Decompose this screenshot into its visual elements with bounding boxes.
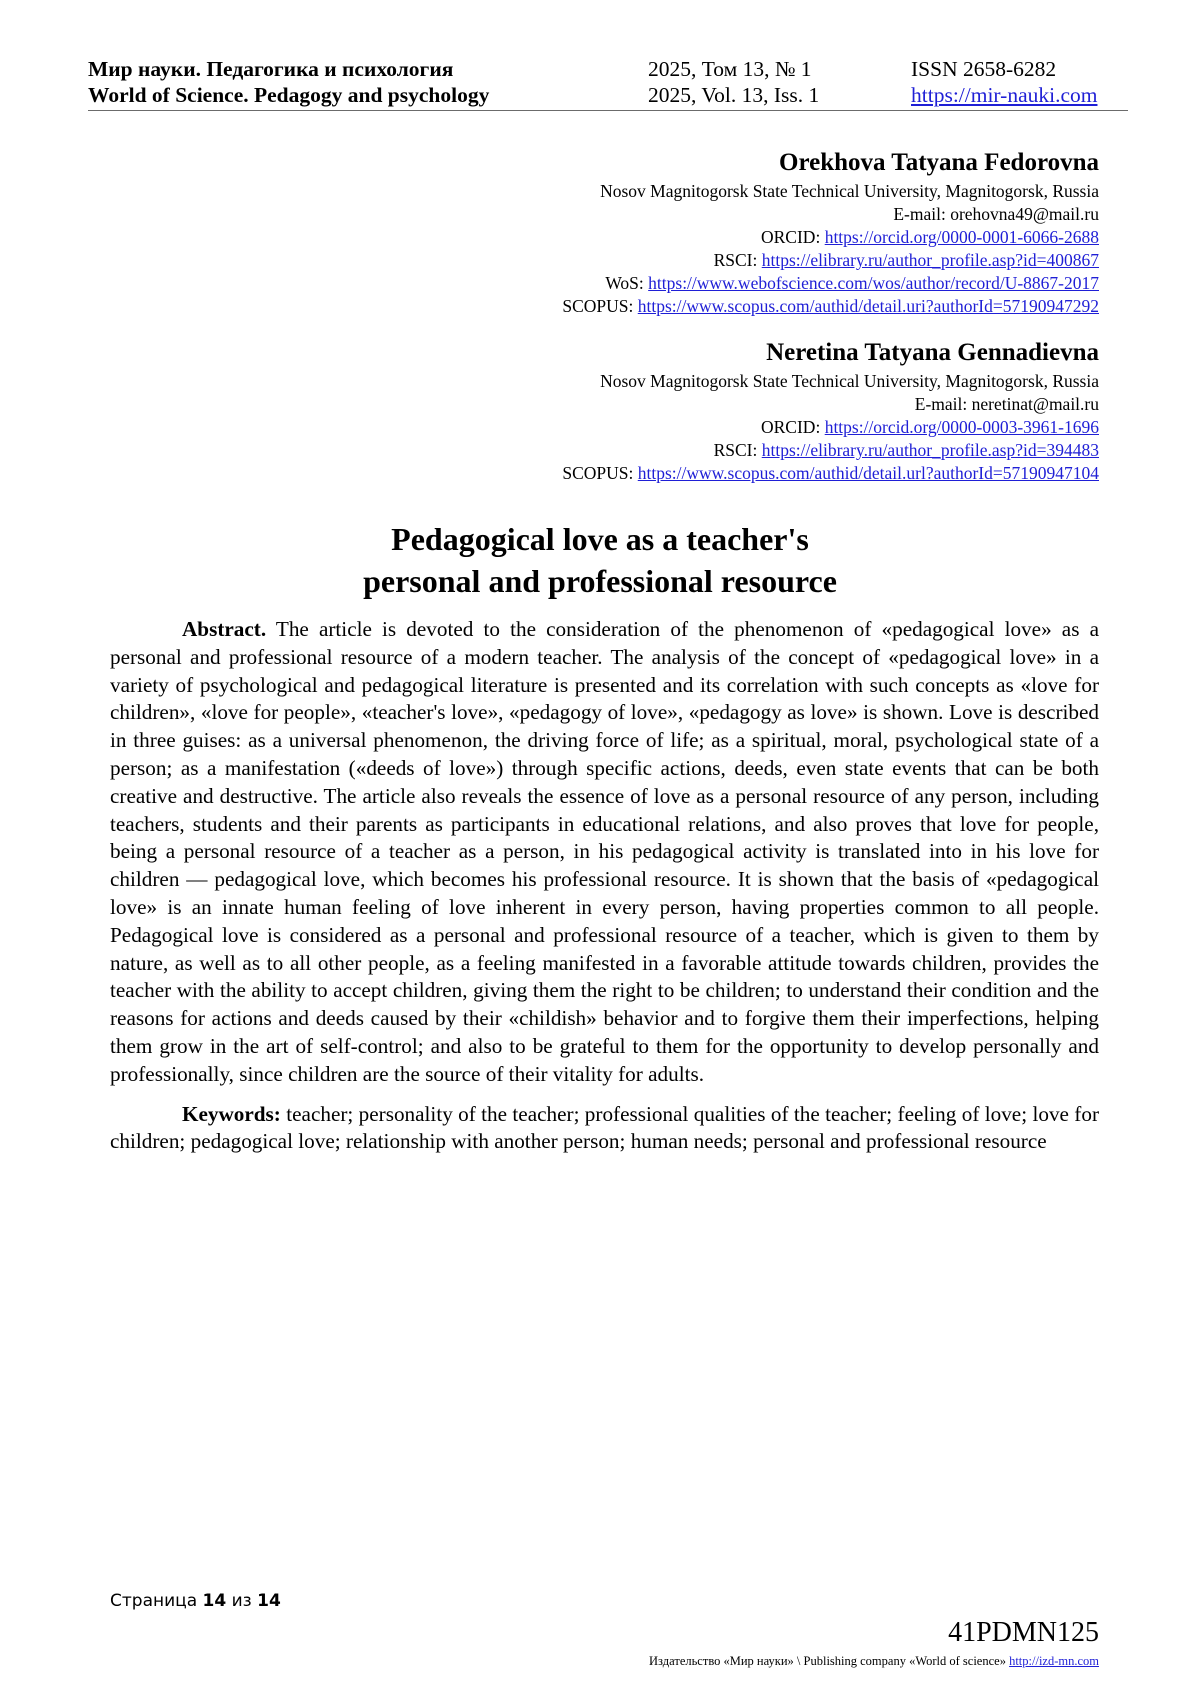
scopus-link[interactable]: https://www.scopus.com/authid/detail.url?authorId=57190947104 [637, 463, 1099, 483]
abstract-label: Abstract. [182, 617, 267, 641]
author-name: Orekhova Tatyana Fedorovna [779, 149, 1099, 176]
author-rsci [339, 439, 1099, 462]
wos-link[interactable]: https://www.webofscience.com/wos/author/record/U-8867-2017 [648, 273, 1099, 293]
author-rsci [339, 249, 1099, 272]
journal-header [88, 54, 1128, 111]
keywords-label: Keywords: [182, 1101, 281, 1126]
publisher-link[interactable]: http://izd-mn.com [1009, 1654, 1099, 1668]
scopus-label: SCOPUS: [562, 463, 634, 483]
article-body [110, 616, 1099, 1168]
author-name: Neretina Tatyana Gennadievna [766, 339, 1099, 366]
publisher-line [649, 1653, 1099, 1669]
rsci-label: RSCI: [713, 250, 758, 270]
orcid-link[interactable]: https://orcid.org/0000-0001-6066-2688 [824, 227, 1099, 247]
rsci-label: RSCI: [713, 440, 758, 460]
wos-label: WoS: [605, 273, 644, 293]
abstract-paragraph [110, 616, 1099, 1089]
author-email: E-mail: orehovna49@mail.ru [893, 204, 1099, 224]
page-number [110, 1590, 281, 1612]
page-current: 14 [202, 1591, 227, 1611]
author-orcid [339, 416, 1099, 439]
author-block [339, 146, 1099, 318]
author-scopus [339, 462, 1099, 485]
rsci-link[interactable]: https://elibrary.ru/author_profile.asp?id=394483 [761, 440, 1099, 460]
page-sep: из [231, 1591, 252, 1611]
abstract-text: The article is devoted to the consideration of the phenomenon of «pedagogical love» as a personal and professional resource of a modern teacher. The analysis of the concept of «pedagogical love» in a variety of psychological and pedagogical literature is presented and its correlation with such concepts as «love for children», «love for people», «teacher's love», «pedagogy of love», «pedagogy as love» is shown. Love is described in three guises: as a universal phenomenon, the driving force of life; as a spiritual, moral, psychological state of a person; as a manifestation («deeds of love») through specific actions, deeds, even state events that can be both creative and destructive. The article also reveals the essence of love as a personal resource of any person, including teachers, students and their parents as participants in educational relations, and also proves that love for people, being a personal resource of a teacher as a person, in his pedagogical activity is translated into in his love for children — pedagogical love, which becomes his professional resource. It is shown that the basis of «pedagogical love» is an innate human feeling of love inherent in every person, having properties common to all people. Pedagogical love is considered as a personal and professional resource of a teacher, which is given to them by nature, as well as to all other people, as a feeling manifested in a favorable attitude towards children, provides the teacher with the ability to accept children, giving them the right to be children; to understand their condition and the reasons for actions and deeds caused by their «childish» behavior and to forgive them their imperfections, helping them grow in the art of self-control; and also to be grateful to them for the opportunity to develop personally and professionally, since children are the source of their vitality for adults. [110, 617, 1099, 1086]
author-wos [339, 272, 1099, 295]
author-affiliation: Nosov Magnitogorsk State Technical University, Magnitogorsk, Russia [600, 371, 1099, 391]
orcid-label: ORCID: [761, 417, 821, 437]
article-code: 41PDMN125 [948, 1617, 1099, 1648]
author-affiliation: Nosov Magnitogorsk State Technical University, Magnitogorsk, Russia [600, 181, 1099, 201]
title-line-1: Pedagogical love as a teacher's [391, 521, 809, 557]
issue-en: 2025, Vol. 13, Iss. 1 [648, 83, 820, 107]
page-total: 14 [257, 1591, 281, 1611]
authors-section [339, 146, 1099, 503]
publisher-text: Издательство «Мир науки» \ Publishing company «World of science» [649, 1654, 1006, 1668]
article-title [100, 518, 1100, 602]
issue-ru: 2025, Том 13, № 1 [648, 57, 812, 81]
page-prefix: Страница [110, 1591, 198, 1611]
keywords-text: teacher; personality of the teacher; professional qualities of the teacher; feeling of love; love for children; pedagogical love; relationship with another person; human needs; personal and professional resource [110, 1101, 1100, 1154]
scopus-label: SCOPUS: [562, 296, 634, 316]
issn: ISSN 2658-6282 [911, 57, 1057, 81]
journal-name-ru: Мир науки. Педагогика и психология [88, 57, 454, 81]
scopus-link[interactable]: https://www.scopus.com/authid/detail.uri?authorId=57190947292 [637, 296, 1099, 316]
orcid-label: ORCID: [761, 227, 821, 247]
journal-site-link[interactable]: https://mir-nauki.com [911, 83, 1098, 107]
author-block [339, 336, 1099, 485]
journal-name-en: World of Science. Pedagogy and psychology [88, 83, 490, 107]
author-orcid [339, 226, 1099, 249]
keywords-paragraph [110, 1101, 1099, 1157]
author-scopus [339, 295, 1099, 318]
rsci-link[interactable]: https://elibrary.ru/author_profile.asp?id=400867 [761, 250, 1099, 270]
author-email: E-mail: neretinat@mail.ru [914, 394, 1099, 414]
orcid-link[interactable]: https://orcid.org/0000-0003-3961-1696 [824, 417, 1099, 437]
title-line-2: personal and professional resource [363, 563, 837, 599]
